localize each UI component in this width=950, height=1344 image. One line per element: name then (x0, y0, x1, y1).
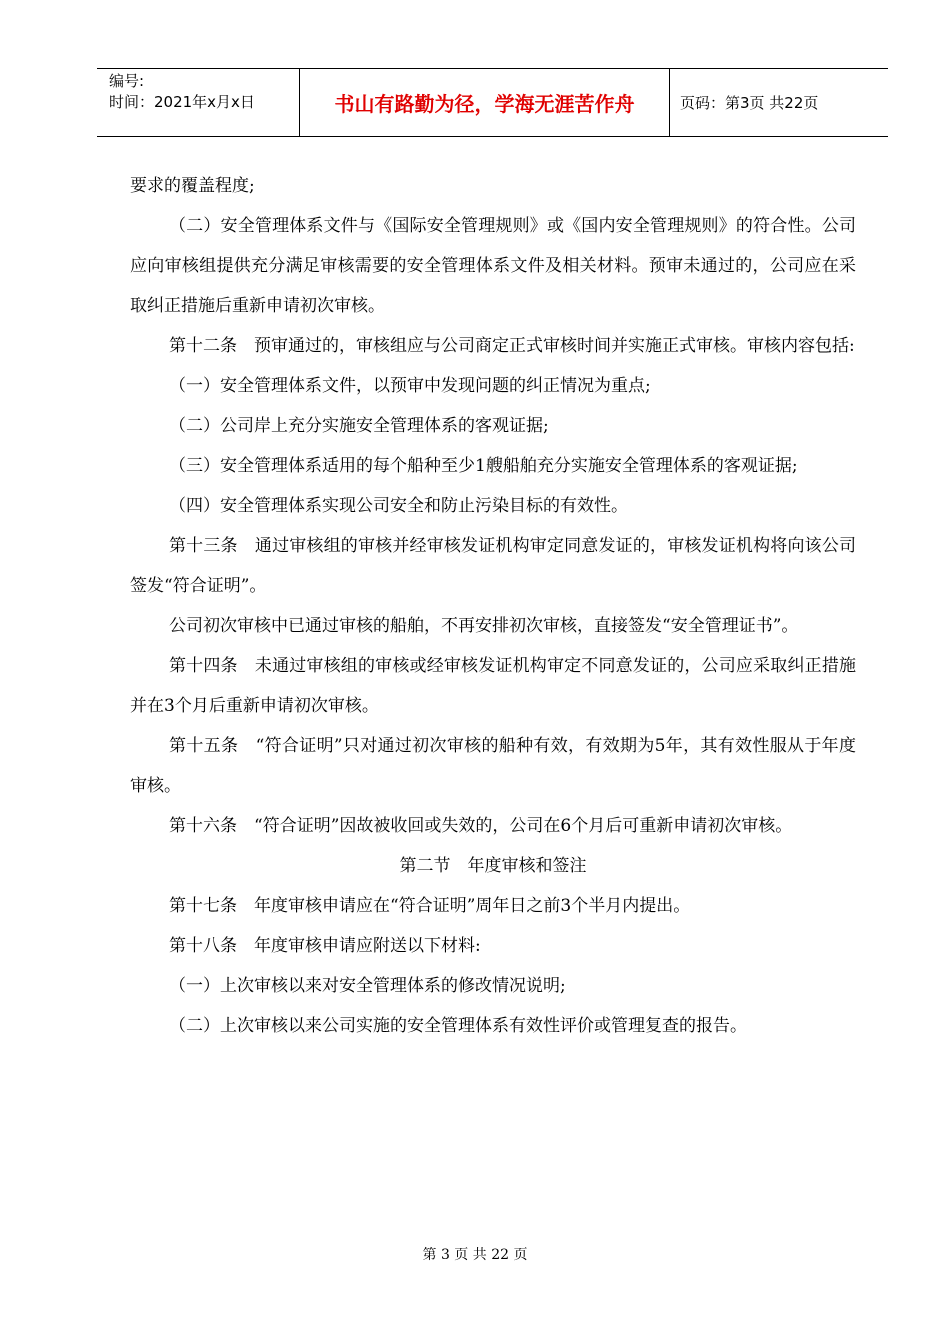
article-15: 第十五条 “符合证明”只对通过初次审核的船种有效，有效期为5年，其有效性服从于年度审核。 (130, 736, 856, 796)
document-time: 时间：2021年x月x日 (109, 93, 255, 111)
article-14: 第十四条 未通过审核组的审核或经审核发证机构审定不同意发证的，公司应采取纠正措施并在3个月后重新申请初次审核。 (130, 656, 856, 716)
article-18: 第十八条 年度审核申请应附送以下材料: (169, 936, 481, 956)
document-body (130, 166, 856, 1046)
article-12: 第十二条 预审通过的，审核组应与公司商定正式审核时间并实施正式审核。审核内容包括: (169, 336, 855, 356)
page-header (97, 68, 888, 137)
article-13: 第十三条 通过审核组的审核并经审核发证机构审定同意发证的，审核发证机构将向该公司签发“符合证明”。 (130, 536, 856, 596)
paragraph: 公司初次审核中已通过审核的船舶，不再安排初次审核，直接签发“安全管理证书”。 (169, 616, 799, 636)
header-page-info: 页码：第3页 共22页 (680, 94, 819, 112)
header-motto: 书山有路勤为径，学海无涯苦作舟 (300, 69, 670, 136)
paragraph: 要求的覆盖程度; (130, 176, 255, 196)
list-item: （二）公司岸上充分实施安全管理体系的客观证据; (169, 416, 549, 436)
list-item: （一）安全管理体系文件，以预审中发现问题的纠正情况为重点; (169, 376, 651, 396)
page-footer: 第 3 页 共 22 页 (422, 1247, 528, 1263)
list-item: （四）安全管理体系实现公司安全和防止污染目标的有效性。 (169, 496, 628, 516)
document-number-label: 编号: (109, 72, 145, 90)
section-heading: 第二节 年度审核和签注 (399, 856, 587, 876)
article-17: 第十七条 年度审核申请应在“符合证明”周年日之前3个半月内提出。 (169, 896, 691, 916)
article-16: 第十六条 “符合证明”因故被收回或失效的，公司在6个月后可重新申请初次审核。 (169, 816, 793, 836)
list-item: （一）上次审核以来对安全管理体系的修改情况说明; (169, 976, 566, 996)
paragraph: （二）安全管理体系文件与《国际安全管理规则》或《国内安全管理规则》的符合性。公司应向审核组提供充分满足审核需要的安全管理体系文件及相关材料。预审未通过的，公司应在采取纠正措施后重新申请初次审核。 (130, 216, 856, 316)
list-item: （二）上次审核以来公司实施的安全管理体系有效性评价或管理复查的报告。 (169, 1016, 747, 1036)
header-meta (97, 69, 300, 136)
list-item: （三）安全管理体系适用的每个船种至少1艘船舶充分实施安全管理体系的客观证据; (169, 456, 798, 476)
